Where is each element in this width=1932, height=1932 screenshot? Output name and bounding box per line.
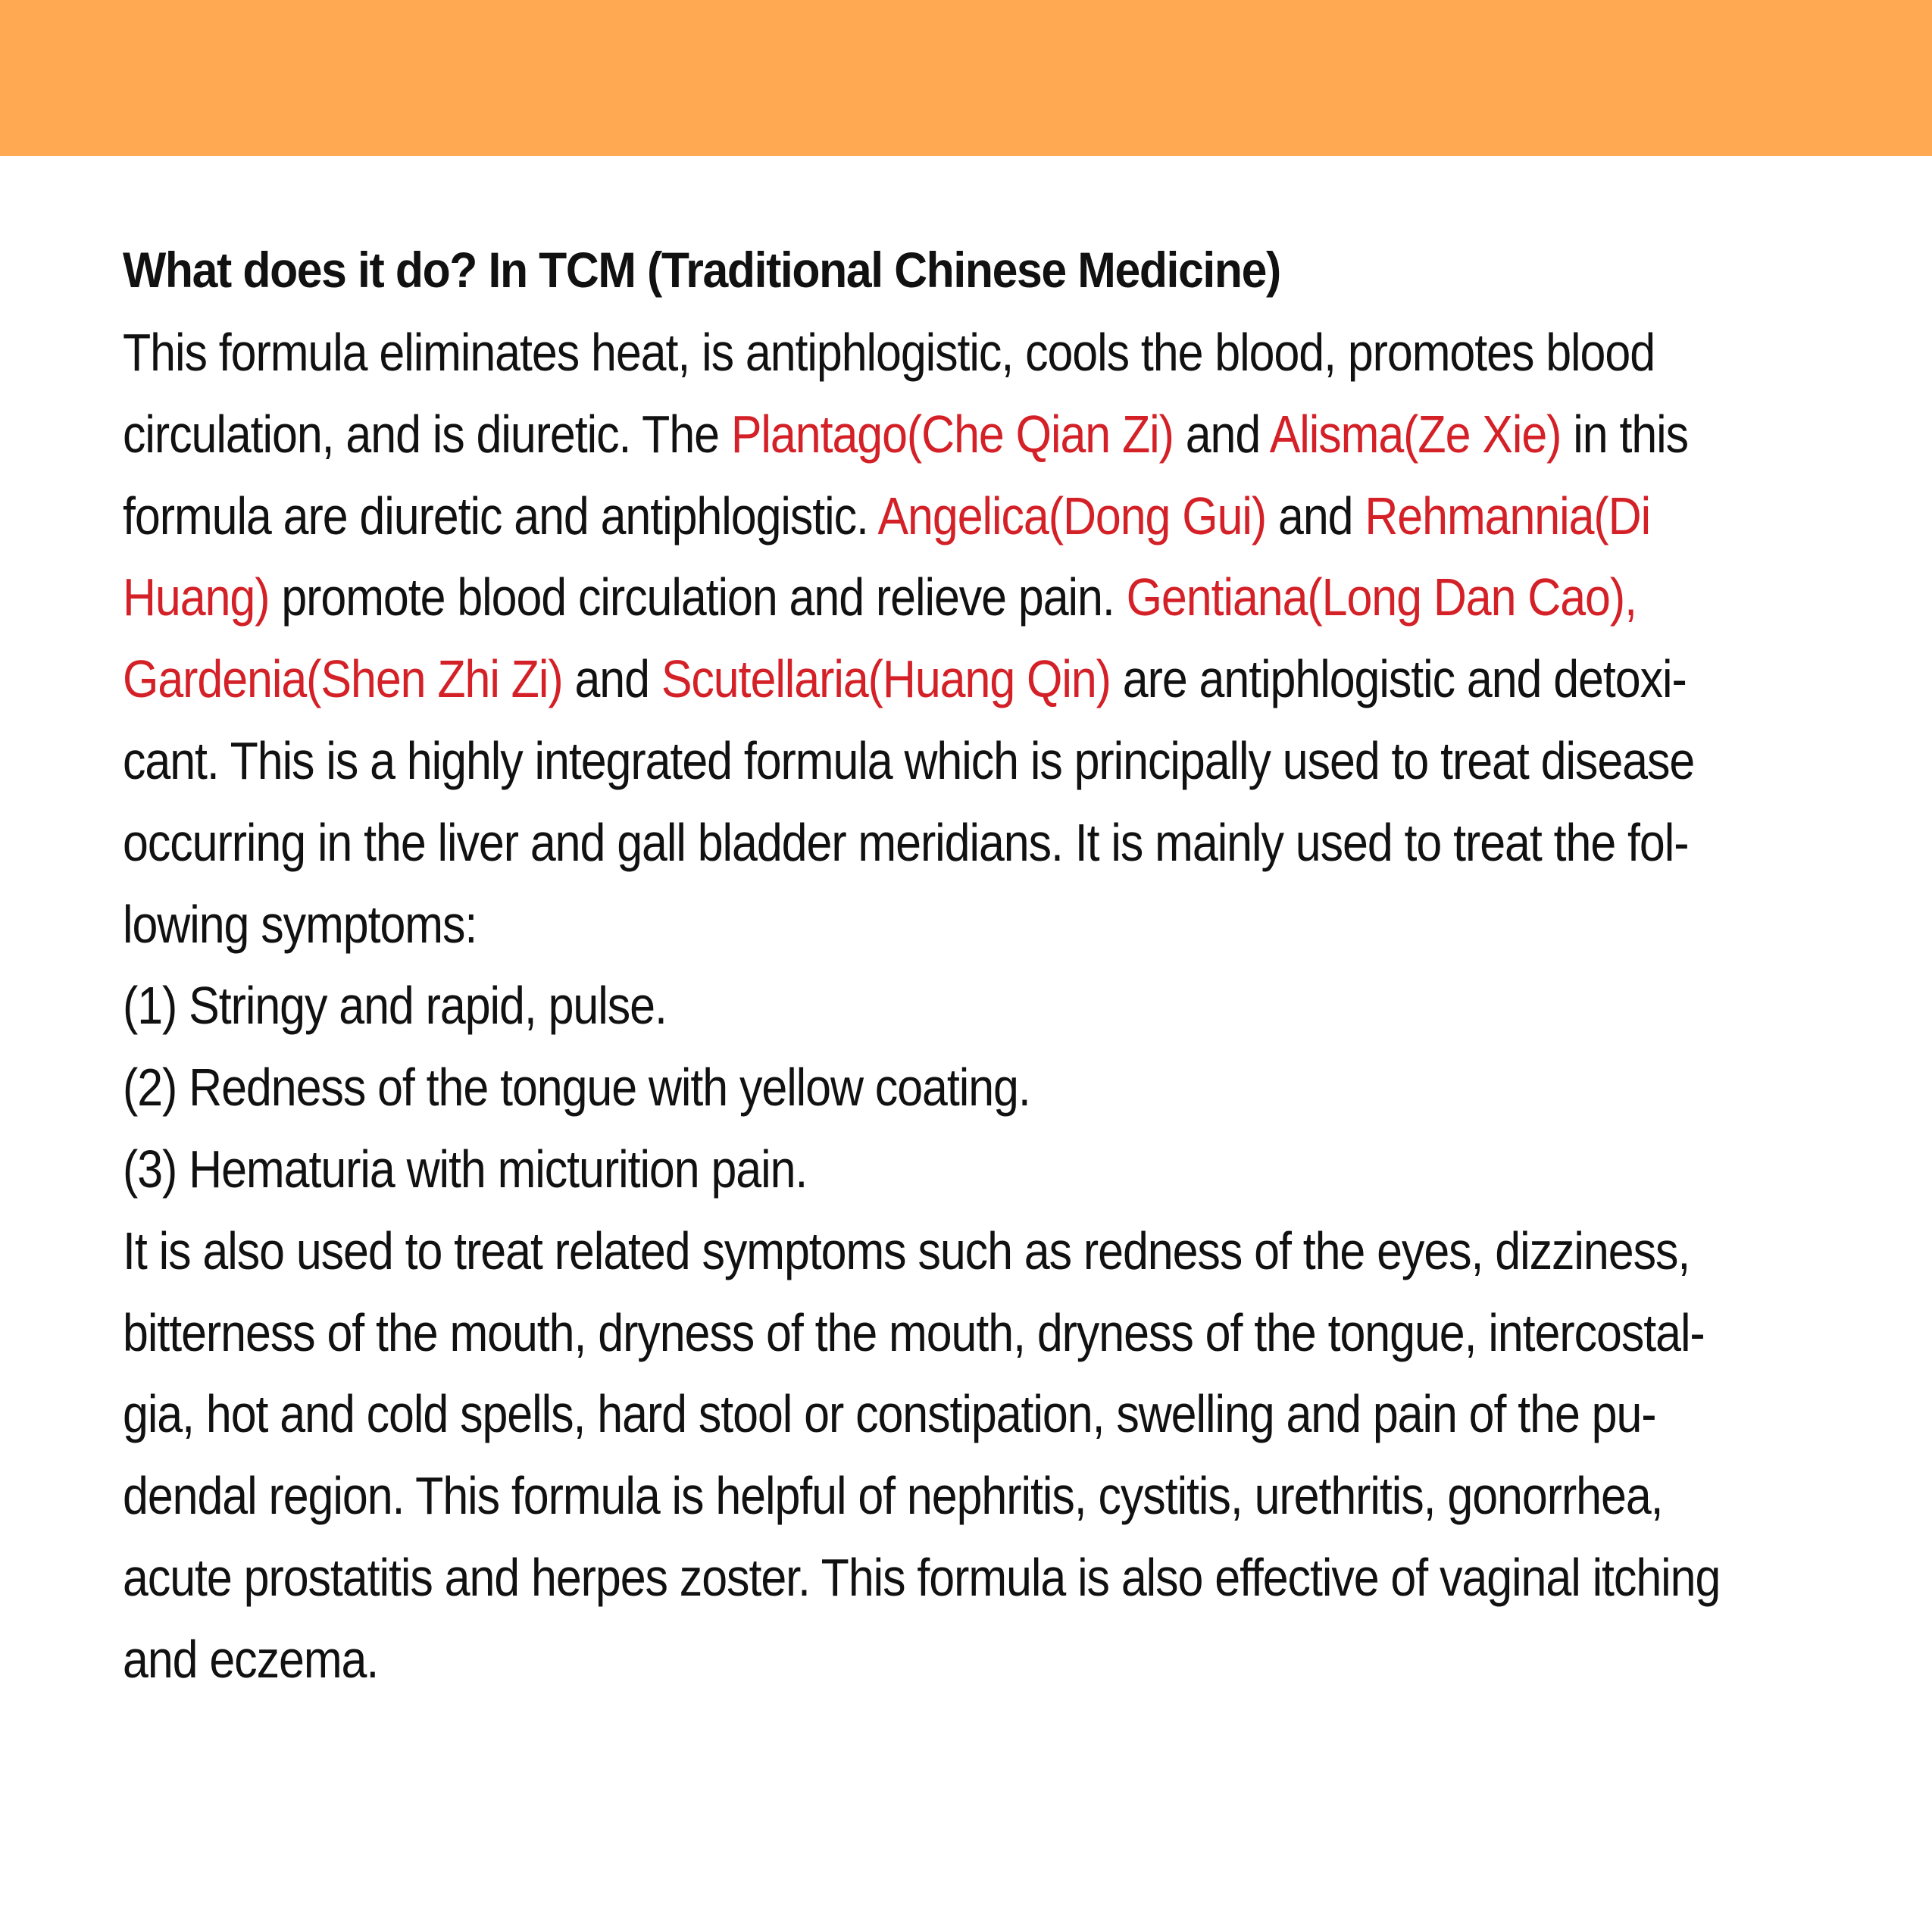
symptom-item xyxy=(123,1047,1612,1129)
herb-name-plantago: Plantago(Che Qian Zi) xyxy=(730,404,1174,464)
herb-name-rehmannia: Rehmannia(Di xyxy=(1365,486,1651,546)
body-text: (1) Stringy and rapid, pulse. xyxy=(123,976,667,1036)
text-line xyxy=(123,312,1655,394)
body-text: promote blood circulation and relieve pain. xyxy=(269,567,1127,627)
text-line xyxy=(123,476,1651,558)
text-line xyxy=(123,1374,1656,1455)
text-line xyxy=(123,1537,1721,1619)
header-color-band xyxy=(0,0,1932,156)
body-text: bitterness of the mouth, dryness of the mouth, dryness of the tongue, intercostal- xyxy=(123,1302,1705,1362)
body-text: in this xyxy=(1561,404,1689,464)
text-line xyxy=(123,1211,1690,1293)
body-text: occurring in the liver and gall bladder meridians. It is mainly used to treat the fol- xyxy=(123,812,1689,872)
text-line xyxy=(123,721,1695,802)
herb-name-alisma: Alisma(Ze Xie) xyxy=(1269,404,1562,464)
document-body xyxy=(123,227,1835,1701)
section-heading: What does it do? In TCM (Traditional Chinese Medicine) xyxy=(123,242,1280,298)
text-line xyxy=(123,394,1689,476)
herb-name-gardenia: Gardenia(Shen Zhi Zi) xyxy=(123,649,563,709)
body-text: dendal region. This formula is helpful of nephritis, cystitis, urethritis, gonorrhea, xyxy=(123,1466,1663,1526)
body-text: and xyxy=(1173,404,1270,464)
text-line xyxy=(123,1619,1612,1701)
body-text: lowing symptoms: xyxy=(123,894,477,954)
herb-name-angelica: Angelica(Dong Gui) xyxy=(877,486,1267,546)
text-line xyxy=(123,884,1612,966)
text-line xyxy=(123,1455,1663,1537)
body-text: and xyxy=(562,649,661,709)
body-text: and eczema. xyxy=(123,1629,379,1689)
body-text: cant. This is a highly integrated formula which is principally used to treat disease xyxy=(123,730,1695,790)
text-line xyxy=(123,557,1637,639)
body-text: acute prostatitis and herpes zoster. This formula is also effective of vaginal itching xyxy=(123,1547,1721,1607)
body-text: circulation, and is diuretic. The xyxy=(123,404,731,464)
symptom-item xyxy=(123,1129,1612,1211)
body-text: (3) Hematuria with micturition pain. xyxy=(123,1139,808,1199)
text-line xyxy=(123,639,1687,721)
body-text: are antiphlogistic and detoxi- xyxy=(1110,649,1687,709)
body-text: gia, hot and cold spells, hard stool or constipation, swelling and pain of the pu- xyxy=(123,1384,1656,1444)
body-text: and xyxy=(1266,486,1365,546)
herb-name-scutellaria: Scutellaria(Huang Qin) xyxy=(661,649,1111,709)
herb-name-rehmannia-cont: Huang) xyxy=(123,567,270,627)
body-text: This formula eliminates heat, is antiphlogistic, cools the blood, promotes blood xyxy=(123,323,1655,382)
body-text: formula are diuretic and antiphlogistic. xyxy=(123,486,878,546)
herb-name-gentiana: Gentiana(Long Dan Cao), xyxy=(1126,567,1637,627)
text-line xyxy=(123,1293,1705,1374)
text-line xyxy=(123,802,1689,884)
body-text: (2) Redness of the tongue with yellow coating. xyxy=(123,1058,1030,1118)
description-paragraph xyxy=(123,312,1835,1701)
symptom-item xyxy=(123,965,1612,1047)
body-text: It is also used to treat related symptoms such as redness of the eyes, dizziness, xyxy=(123,1221,1690,1280)
